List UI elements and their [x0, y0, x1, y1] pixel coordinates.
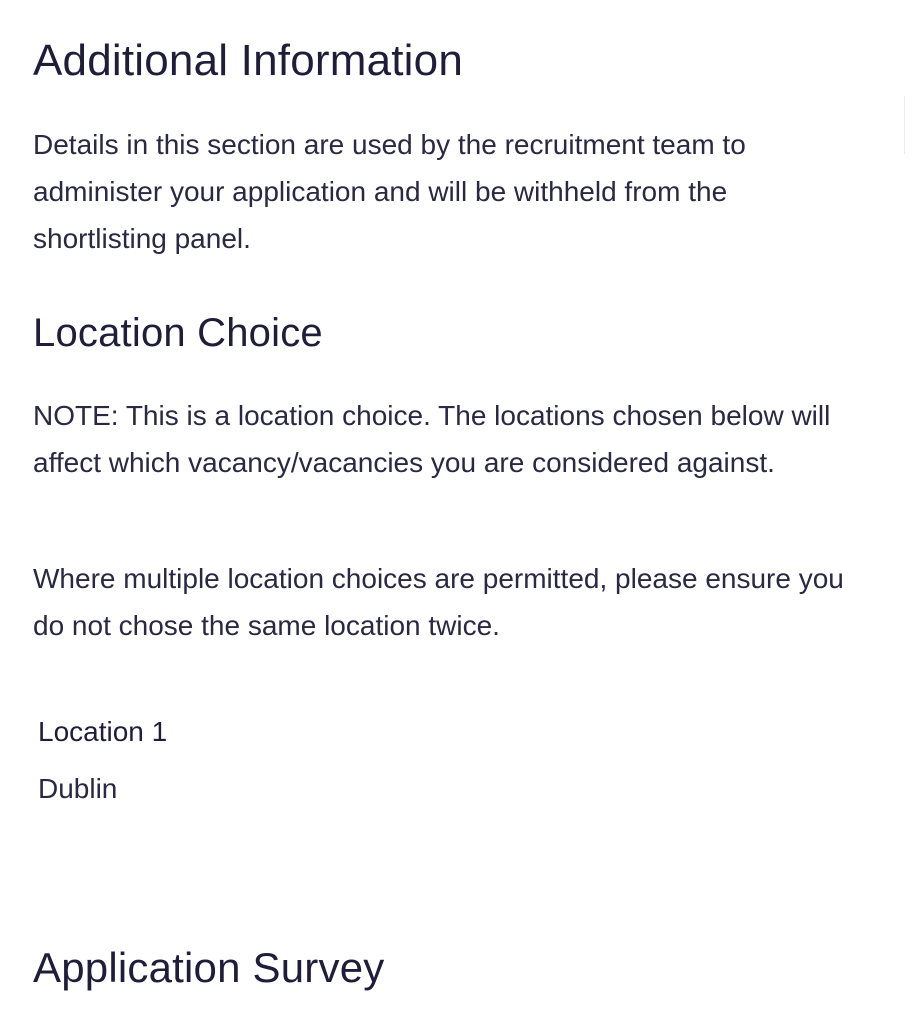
location-choice-note: NOTE: This is a location choice. The locations chosen below will affect which vacancy/vacancies you are considered against.: [33, 400, 831, 478]
application-survey-title: Application Survey: [33, 944, 385, 991]
location-choice-title: Location Choice: [33, 311, 323, 355]
additional-information-title: Additional Information: [33, 36, 463, 85]
additional-information-description: Details in this section are used by the recruitment team to administer your application and will be withheld from the shortlisting panel.: [33, 129, 746, 254]
location-1-label: Location 1: [38, 716, 168, 747]
location-1-value: Dublin: [38, 773, 118, 804]
scroll-edge-indicator: [904, 96, 913, 154]
location-choice-instruction: Where multiple location choices are permitted, please ensure you do not chose the same location twice.: [33, 563, 844, 641]
